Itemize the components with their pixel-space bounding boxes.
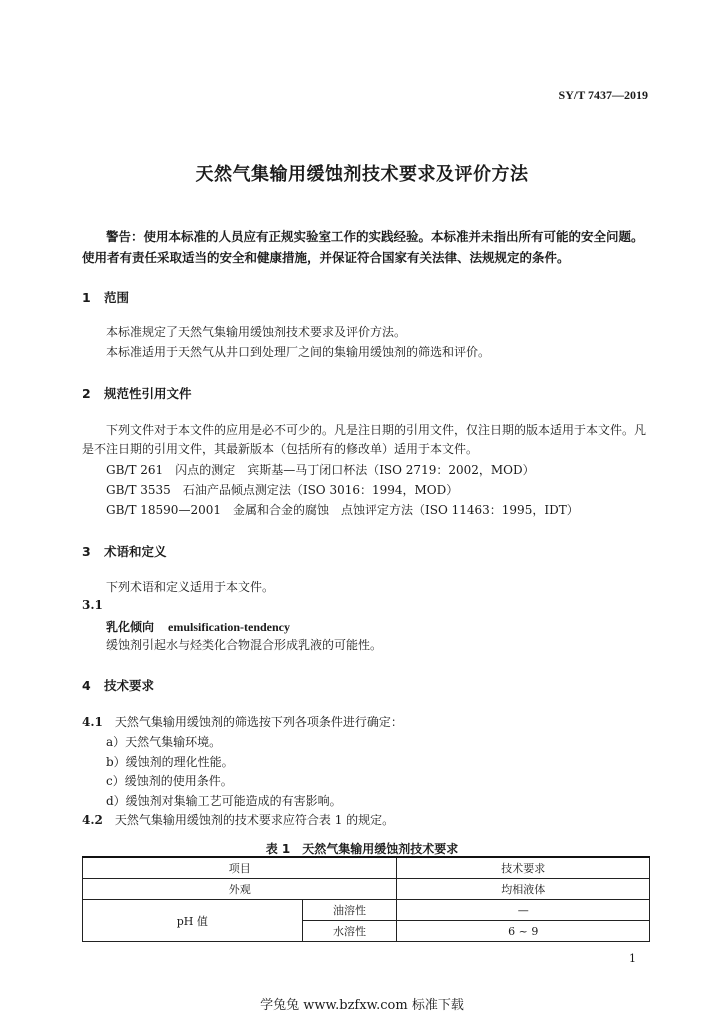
section-1-paragraph-2: 本标准适用于天然气从井口到处理厂之间的集输用缓蚀剂的筛选和评价。 [106, 345, 491, 359]
standard-code: SY/T 7437—2019 [558, 88, 648, 102]
section-2-number: 2 [82, 386, 91, 401]
cell-subitem: 水溶性 [302, 921, 397, 942]
clause-4-2 [82, 811, 394, 830]
reference-item [106, 481, 458, 498]
warning-paragraph: 警告：使用本标准的人员应有正规实验室工作的实践经验。本标准并未指出所有可能的安全问题。使用者有责任采取适当的安全和健康措施，并保证符合国家有关法律、法规规定的条件。 [82, 229, 644, 265]
cell-subitem: 油溶性 [302, 900, 397, 921]
section-3-number: 3 [82, 544, 91, 559]
cell-item: pH 值 [83, 900, 303, 942]
term-english: emulsification-tendency [168, 620, 291, 634]
table-row [83, 900, 650, 921]
section-2-title: 规范性引用文件 [104, 386, 192, 401]
cell-item: 外观 [83, 879, 397, 900]
list-item: a）天然气集输环境。 [106, 735, 222, 749]
clause-3-1-number: 3.1 [82, 598, 103, 612]
section-1-number: 1 [82, 290, 91, 305]
reference-title: 金属和合金的腐蚀 点蚀评定方法（ISO 11463：1995，IDT） [233, 503, 579, 517]
reference-title: 闪点的测定 宾斯基—马丁闭口杯法（ISO 2719：2002，MOD） [175, 463, 535, 477]
cell-requirement: 6 ~ 9 [397, 921, 650, 942]
document-title: 天然气集输用缓蚀剂技术要求及评价方法 [195, 164, 529, 185]
reference-title: 石油产品倾点测定法（ISO 3016：1994，MOD） [182, 483, 459, 497]
list-item: c）缓蚀剂的使用条件。 [106, 774, 233, 788]
term-entry [106, 618, 290, 635]
clause-4-1-text: 天然气集输用缓蚀剂的筛选按下列各项条件进行确定： [114, 715, 403, 729]
section-2-heading [82, 384, 192, 402]
term-definition: 缓蚀剂引起水与烃类化合物混合形成乳液的可能性。 [106, 638, 383, 652]
clause-4-2-number: 4.2 [82, 813, 103, 827]
reference-code: GB/T 3535 [106, 483, 171, 497]
table-header-row [83, 857, 650, 879]
term-chinese: 乳化倾向 [106, 620, 155, 634]
reference-item [106, 461, 535, 478]
reference-item [106, 501, 579, 518]
section-1-heading [82, 288, 129, 306]
list-item: b）缓蚀剂的理化性能。 [106, 755, 234, 769]
list-item: d）缓蚀剂对集输工艺可能造成的有害影响。 [106, 794, 342, 808]
header-item: 项目 [83, 857, 397, 879]
table-row [83, 879, 650, 900]
section-2-intro: 下列文件对于本文件的应用是必不可少的。凡是注日期的引用文件，仅注日期的版本适用于本文件。凡是不注日期的引用文件，其最新版本（包括所有的修改单）适用于本文件。 [82, 423, 647, 456]
clause-4-2-text: 天然气集输用缓蚀剂的技术要求应符合表 1 的规定。 [114, 813, 395, 827]
header-requirement: 技术要求 [397, 857, 650, 879]
section-3-intro: 下列术语和定义适用于本文件。 [106, 580, 275, 594]
footer-watermark: 学兔兔 www.bzfxw.com 标准下载 [260, 998, 464, 1013]
section-1-paragraph-1: 本标准规定了天然气集输用缓蚀剂技术要求及评价方法。 [106, 325, 407, 339]
section-3-heading [82, 542, 167, 560]
clause-4-1 [82, 713, 403, 732]
table-caption: 表 1 天然气集输用缓蚀剂技术要求 [265, 842, 459, 856]
cell-requirement: 均相液体 [397, 879, 650, 900]
requirements-table [82, 856, 650, 942]
page-number: 1 [629, 952, 636, 965]
section-4-number: 4 [82, 678, 91, 693]
section-4-title: 技术要求 [104, 678, 155, 693]
reference-code: GB/T 18590—2001 [106, 503, 221, 517]
reference-code: GB/T 261 [106, 463, 164, 477]
cell-requirement: — [397, 900, 650, 921]
section-3-title: 术语和定义 [104, 544, 167, 559]
section-1-title: 范围 [104, 290, 130, 305]
clause-4-1-number: 4.1 [82, 715, 103, 729]
section-4-heading [82, 676, 154, 694]
